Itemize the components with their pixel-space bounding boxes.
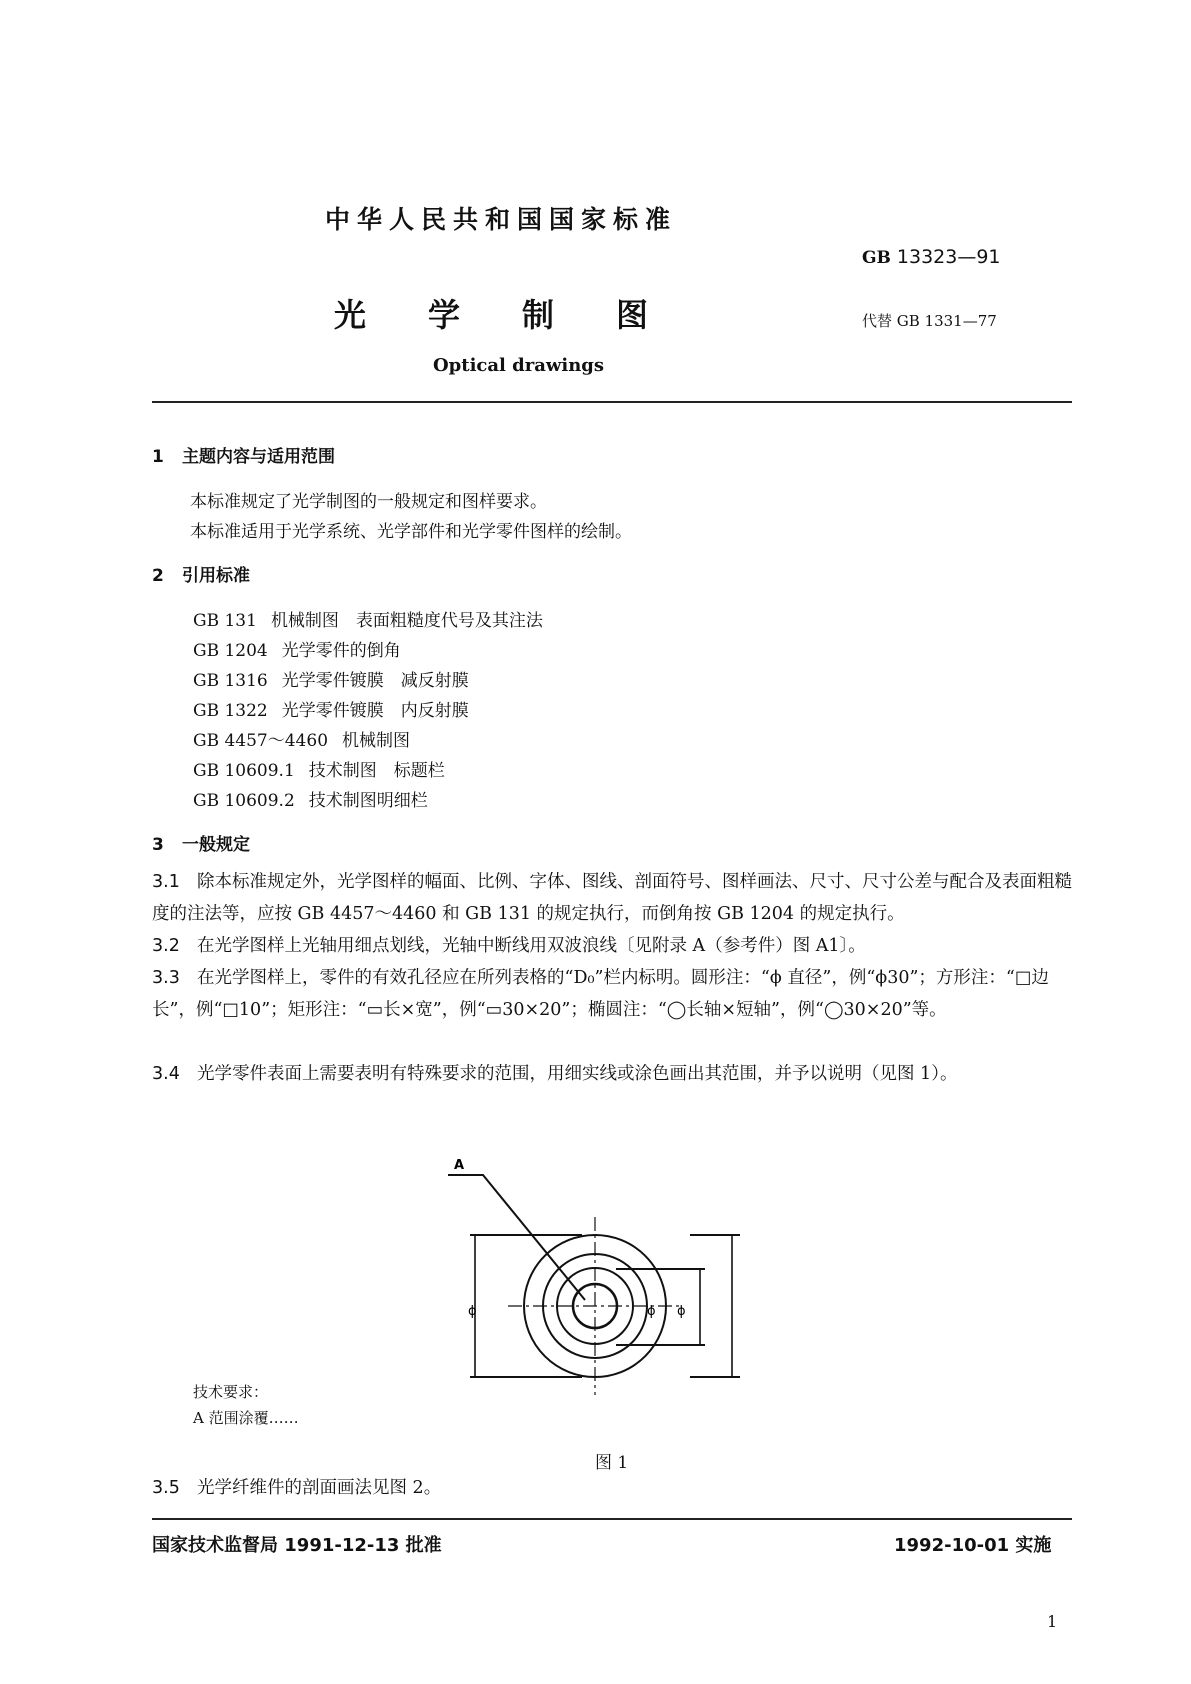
reference-item	[193, 786, 428, 811]
clause-text: 光学纤维件的剖面画法见图 2。	[197, 1478, 442, 1498]
reference-code: GB 1204	[193, 641, 268, 661]
reference-title: 机械制图	[342, 731, 411, 751]
reference-code: GB 1322	[193, 701, 268, 721]
technical-requirements-item: A 范围涂覆……	[193, 1409, 299, 1427]
reference-item	[193, 756, 445, 781]
figure-1-caption: 图 1	[595, 1453, 629, 1473]
section-1-paragraph: 本标准适用于光学系统、光学部件和光学零件图样的绘制。	[190, 522, 632, 542]
reference-item	[193, 606, 543, 631]
gb-number: 13323—91	[896, 246, 1001, 268]
reference-title: 技术制图 标题栏	[308, 761, 445, 781]
reference-title: 光学零件镀膜 内反射膜	[281, 701, 469, 721]
title-char: 学	[428, 296, 461, 334]
clause-3-3	[152, 962, 1072, 1026]
title-char: 图	[616, 296, 649, 334]
label-a: A	[454, 1158, 465, 1173]
national-standard-heading: 中华人民共和国国家标准	[325, 205, 678, 234]
clause-text: 在光学图样上，零件的有效孔径应在所列表格的“D₀”栏内标明。圆形注：“ϕ 直径”，例“ϕ30”；方形注：“□边长”，例“□10”；矩形注：“▭长×宽”，例“▭30×20”；椭圆注：“◯长轴×短轴”，例“◯30×20”等。	[152, 968, 1049, 1020]
clause-3-5	[152, 1472, 1072, 1504]
section-title: 一般规定	[182, 835, 250, 855]
reference-item	[193, 666, 469, 691]
reference-title: 光学零件镀膜 减反射膜	[281, 671, 469, 691]
document-title	[334, 290, 648, 336]
reference-code: GB 1316	[193, 671, 268, 691]
reference-code: GB 10609.2	[193, 791, 295, 811]
figure-1-drawing	[420, 1155, 760, 1400]
clause-text: 光学零件表面上需要表明有特殊要求的范围，用细实线或涂色画出其范围，并予以说明（见图 1）。	[197, 1064, 958, 1084]
section-number: 3	[152, 835, 164, 855]
clause-number: 3.4	[152, 1064, 180, 1084]
section-1-heading	[152, 442, 335, 467]
section-2-heading	[152, 561, 250, 586]
footer-divider	[152, 1518, 1072, 1520]
reference-code: GB 4457～4460	[193, 731, 329, 751]
section-number: 1	[152, 447, 164, 467]
reference-code: GB 131	[193, 611, 257, 631]
reference-title: 技术制图明细栏	[308, 791, 428, 811]
replaces-standard: 代替 GB 1331—77	[862, 312, 997, 330]
reference-code: GB 10609.1	[193, 761, 295, 781]
diameter-symbol: ϕ	[677, 1304, 686, 1319]
leader-line	[448, 1175, 585, 1300]
approval-info: 国家技术监督局 1991-12-13 批准	[152, 1535, 442, 1556]
clause-text: 除本标准规定外，光学图样的幅面、比例、字体、图线、剖面符号、图样画法、尺寸、尺寸公差与配合及表面粗糙度的注法等，应按 GB 4457～4460 和 GB 131 的规定执行，而倒角按 GB 1204 的规定执行。	[152, 872, 1072, 924]
title-char: 光	[334, 296, 367, 334]
clause-number: 3.5	[152, 1478, 180, 1498]
section-number: 2	[152, 566, 164, 586]
section-title: 引用标准	[182, 566, 250, 586]
standard-number	[862, 246, 1001, 268]
section-3-heading	[152, 830, 250, 855]
reference-item	[193, 636, 401, 661]
header-divider	[152, 401, 1072, 403]
clause-3-2	[152, 930, 1072, 962]
clause-text: 在光学图样上光轴用细点划线，光轴中断线用双波浪线〔见附录 A（参考件）图 A1〕。	[197, 936, 866, 956]
clause-3-1	[152, 866, 1072, 930]
title-char: 制	[522, 296, 555, 334]
diameter-symbol: ϕ	[468, 1304, 477, 1319]
technical-requirements-title: 技术要求：	[193, 1383, 269, 1401]
reference-title: 光学零件的倒角	[281, 641, 401, 661]
reference-item	[193, 726, 410, 751]
section-title: 主题内容与适用范围	[182, 447, 335, 467]
page-number: 1	[1047, 1612, 1058, 1631]
english-title: Optical drawings	[433, 355, 605, 376]
implementation-date: 1992-10-01 实施	[894, 1535, 1052, 1556]
clause-number: 3.1	[152, 872, 180, 892]
clause-number: 3.3	[152, 968, 180, 988]
reference-item	[193, 696, 469, 721]
clause-3-4	[152, 1058, 1072, 1090]
clause-number: 3.2	[152, 936, 180, 956]
gb-prefix: GB	[862, 248, 891, 268]
diameter-symbol: ϕ	[647, 1304, 656, 1319]
section-1-paragraph: 本标准规定了光学制图的一般规定和图样要求。	[190, 492, 547, 512]
reference-title: 机械制图 表面粗糙度代号及其注法	[270, 611, 543, 631]
